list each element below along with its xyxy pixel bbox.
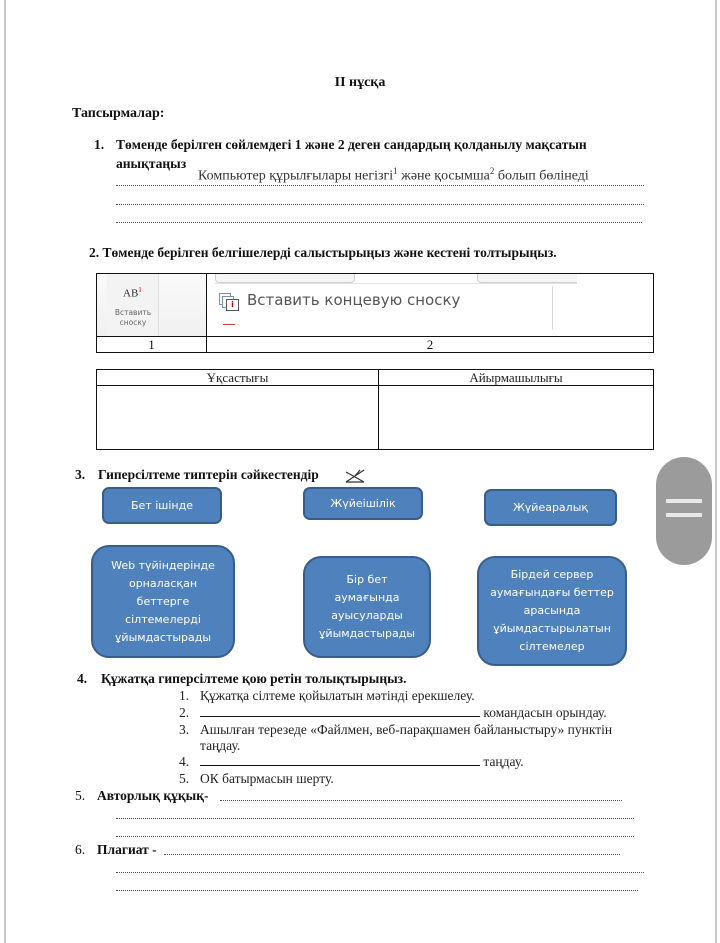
q5-number: 5.: [75, 788, 86, 803]
col-label-2: 2: [207, 337, 654, 353]
description-box-1[interactable]: [91, 545, 235, 658]
step-number: 3.: [179, 722, 190, 737]
page-border-right: [715, 0, 717, 943]
q1-sentence: [198, 166, 589, 185]
desc1-line: беттерге: [136, 594, 190, 608]
step-text-wrap: [200, 705, 607, 721]
insert-endnote-ribbon: [207, 274, 653, 336]
desc3-line: арасында: [523, 604, 581, 617]
fill-in-blank[interactable]: [200, 705, 480, 717]
step-number: 4.: [179, 754, 190, 769]
description-box-2[interactable]: [303, 556, 431, 658]
tasks-heading: Тапсырмалар:: [72, 106, 165, 121]
q2-text: 2. Төменде берілген белгішелерді салыстырыңыз және кестені толтырыңыз.: [89, 245, 557, 260]
similarity-answer-cell[interactable]: [97, 386, 379, 450]
desc3-line: сілтемелер: [519, 640, 585, 653]
desc3-line: аумағындағы беттер: [490, 586, 614, 599]
col-label-1: 1: [97, 337, 207, 353]
desc1-line: ұйымдастырады: [114, 630, 212, 644]
fill-in-blank[interactable]: [200, 754, 480, 766]
desc2-line: ұйымдастырады: [318, 627, 416, 640]
footnote-mark-1: 1: [393, 166, 398, 176]
insert-footnote-label-1: Вставить: [114, 308, 152, 317]
insert-endnote-label: Вставить концевую сноску: [247, 291, 461, 309]
step-3: [179, 722, 659, 754]
step-text: ОК батырмасын шерту.: [200, 771, 334, 786]
icons-table: [96, 273, 654, 353]
q6-text: Плагиат -: [97, 842, 157, 857]
step-1: [179, 688, 639, 704]
answer-line[interactable]: [116, 872, 644, 873]
q1-text-line2: анықтаңыз: [116, 156, 187, 171]
compare-table: [96, 369, 654, 450]
step-number: 2.: [179, 705, 190, 720]
step-text: Құжатқа сілтеме қойылатын мәтінді ерекшелеу.: [200, 688, 475, 703]
desc3-line: Бірдей сервер: [510, 568, 594, 581]
description-box-3[interactable]: [477, 556, 627, 666]
crossed-envelope-icon: [344, 468, 366, 484]
answer-line[interactable]: [116, 222, 642, 223]
answer-line[interactable]: [220, 800, 622, 801]
endnote-icon: i: [219, 293, 241, 311]
type-box-within-page[interactable]: Бет ішінде: [102, 487, 222, 524]
answer-line[interactable]: [116, 204, 644, 205]
q1-text-line1: Төменде берілген сөйлемдегі 1 және 2 деген сандардың қолданылу мақсатын: [116, 137, 587, 152]
q3-text: Гиперсілтеме типтерін сәйкестендір: [98, 467, 319, 482]
answer-line[interactable]: [116, 836, 634, 837]
sentence-part2: және қосымша: [397, 168, 490, 184]
handle-bar: [666, 499, 702, 503]
q4-text: Құжатқа гиперсілтеме қою ретін толықтырыңыз.: [101, 671, 407, 686]
desc2-line: Бір бет: [346, 573, 388, 586]
type-box-intra-system[interactable]: Жүйеішілік: [303, 487, 423, 520]
desc3-line: ұйымдастырылатын: [493, 622, 611, 635]
q5-text: Авторлық құқық-: [97, 788, 209, 803]
header-similarity: Ұқсастығы: [97, 370, 379, 386]
document-title: II нұсқа: [334, 75, 386, 90]
type-box-inter-system[interactable]: Жүйеаралық: [484, 489, 617, 526]
drag-handle-icon[interactable]: [656, 457, 712, 565]
handle-bar: [666, 513, 702, 517]
footnote-ab-icon: $AB^1$: [123, 286, 142, 300]
step-text: командасын орындау.: [483, 705, 607, 720]
step-text-wrap: [200, 754, 524, 770]
answer-line[interactable]: [116, 818, 634, 819]
desc1-line: орналасқан: [128, 576, 198, 590]
answer-line[interactable]: [164, 854, 620, 855]
page-border-left: [4, 0, 6, 943]
q3-number: 3.: [75, 467, 86, 482]
step-text-cont: таңдау.: [200, 738, 241, 753]
q4-number: 4.: [77, 671, 88, 686]
desc1-line: сілтемелерді: [125, 612, 201, 626]
icon-cell-2: [207, 274, 654, 337]
q6-number: 6.: [75, 842, 86, 857]
step-5: [179, 771, 639, 787]
sentence-part1: Компьютер құрылғылары негізгі: [198, 168, 394, 184]
step-number: 1.: [179, 688, 190, 703]
q1-number: 1.: [94, 137, 105, 152]
desc2-line: ауысуларды: [331, 609, 403, 622]
header-difference: Айырмашылығы: [379, 370, 654, 386]
step-number: 5.: [179, 771, 190, 786]
step-2: [179, 705, 639, 721]
step-text: Ашылған терезеде «Файлмен, веб-парақшамен байланыстыру» пунктін: [200, 722, 613, 737]
step-4: [179, 754, 639, 770]
footnote-mark-2: 2: [489, 166, 495, 176]
answer-line[interactable]: [116, 890, 638, 891]
icon-cell-1: [97, 274, 207, 337]
sentence-part3: болып бөлінеді: [494, 168, 589, 184]
answer-line[interactable]: [116, 185, 644, 186]
insert-footnote-ribbon: [97, 274, 206, 336]
desc1-line: Web түйіндерінде: [111, 558, 215, 572]
difference-answer-cell[interactable]: [379, 386, 654, 450]
desc2-line: аумағында: [334, 591, 400, 604]
insert-footnote-label-2: сноску: [119, 318, 147, 327]
step-text: таңдау.: [483, 754, 524, 769]
